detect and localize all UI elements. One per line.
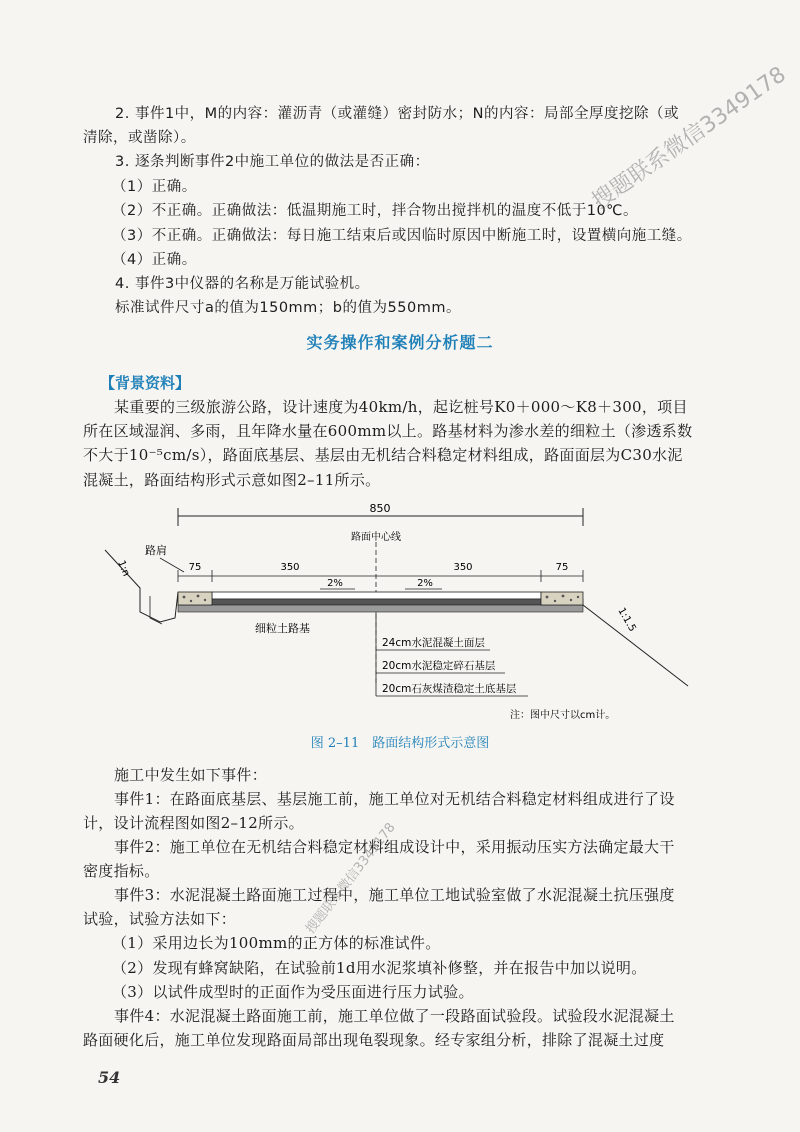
answer-line-2-cont: 清除，或凿除）。	[83, 130, 196, 146]
pavement-structure-figure	[0, 500, 800, 730]
slope-right-pct: 2%	[417, 578, 433, 589]
slope-right-ratio: 1:1.5	[615, 606, 638, 634]
answer-item-1: （1）正确。	[112, 179, 197, 195]
layer1-label: 24cm水泥混凝土面层	[382, 637, 485, 649]
right-shoulder-gravel	[541, 592, 583, 605]
left-slope-ditch	[105, 550, 178, 622]
event-2-line-2: 密度指标。	[83, 862, 160, 880]
subgrade-label: 细粒土路基	[255, 622, 310, 635]
right-slope	[583, 605, 688, 686]
dim-lane-left: 350	[280, 562, 300, 573]
answer-item-3: （3）不正确。正确做法：每日施工结束后或因临时原因中断施工时，设置横向施工缝。	[112, 228, 692, 244]
event-1-line-1: 事件1：在路面底基层、基层施工前，施工单位对无机结合料稳定材料组成进行了设	[114, 790, 675, 808]
dim-shoulder-left: 75	[188, 562, 202, 573]
answer-item-2: （2）不正确。正确做法：低温期施工时，拌合物出搅拌机的温度不低于10℃。	[112, 203, 638, 219]
dim-lane-right: 350	[453, 562, 473, 573]
event-3-line-2: 试验，试验方法如下：	[83, 910, 237, 928]
event-3-item-3: （3）以试件成型时的正面作为受压面进行压力试验。	[112, 983, 474, 1001]
dim-shoulder-right: 75	[555, 562, 569, 573]
answer-line-4: 4. 事件3中仪器的名称是万能试验机。	[115, 276, 370, 292]
base-course	[178, 599, 583, 605]
answer-line-3: 3. 逐条判断事件2中施工单位的做法是否正确：	[115, 154, 430, 170]
slope-left-ratio: 1:n	[115, 559, 132, 579]
figure-note: 注：图中尺寸以cm计。	[510, 710, 616, 721]
layer2-label: 20cm水泥稳定碎石基层	[382, 660, 496, 672]
background-label: 【背景资料】	[100, 374, 191, 392]
layer3-label: 20cm石灰煤渣稳定土底基层	[382, 683, 517, 695]
events-intro: 施工中发生如下事件：	[114, 766, 268, 784]
shoulder-label: 路肩	[145, 544, 167, 557]
shoulder-leader	[160, 558, 184, 572]
event-1-line-2: 计，设计流程图如图2–12所示。	[83, 814, 304, 832]
background-line-2: 所在区域湿润、多雨，且年降水量在600mm以上。路基材料为渗水差的细粒土（渗透系数	[83, 422, 693, 440]
event-3-line-1: 事件3：水泥混凝土路面施工过程中，施工单位工地试验室做了水泥混凝土抗压强度	[114, 886, 675, 904]
answer-item-4: （4）正确。	[112, 252, 197, 268]
background-line-3: 不大于10⁻⁵cm/s），路面底基层、基层由无机结合料稳定材料组成，路面面层为C30水泥	[83, 446, 683, 464]
event-2-line-1: 事件2：施工单位在无机结合料稳定材料组成设计中，采用振动压实方法确定最大干	[114, 838, 675, 856]
left-shoulder-gravel	[178, 592, 212, 605]
answer-line-4-cont: 标准试件尺寸a的值为150mm；b的值为550mm。	[115, 300, 461, 316]
figure-caption: 图 2–11 路面结构形式示意图	[310, 736, 490, 751]
event-4-line-2: 路面硬化后，施工单位发现路面局部出现龟裂现象。经专家组分析，排除了混凝土过度	[83, 1031, 665, 1049]
event-4-line-1: 事件4：水泥混凝土路面施工前，施工单位做了一段路面试验段。试验段水泥混凝土	[114, 1007, 675, 1025]
section-title: 实务操作和案例分析题二	[306, 333, 494, 352]
event-3-item-2: （2）发现有蜂窝缺陷，在试验前1d用水泥浆填补修整，并在报告中加以说明。	[112, 959, 647, 977]
background-line-1: 某重要的三级旅游公路，设计速度为40km/h，起讫桩号K0＋000～K8＋300，项目	[114, 398, 688, 416]
page-number: 54	[98, 1068, 121, 1087]
watermark-top: 搜题联系微信3349178	[587, 62, 791, 215]
center-line-label: 路面中心线	[351, 532, 401, 543]
total-width-label: 850	[369, 502, 391, 515]
subbase-course	[178, 605, 583, 612]
surface-course	[212, 592, 541, 599]
watermark-middle: 搜题联系微信3349178	[303, 820, 399, 937]
background-line-4: 混凝土，路面结构形式示意如图2–11所示。	[83, 471, 381, 489]
event-3-item-1: （1）采用边长为100mm的正方体的标准试件。	[112, 934, 441, 952]
slope-left-pct: 2%	[327, 578, 343, 589]
answer-line-2: 2. 事件1中，M的内容：灌沥青（或灌缝）密封防水；N的内容：局部全厚度挖除（或	[115, 106, 680, 122]
